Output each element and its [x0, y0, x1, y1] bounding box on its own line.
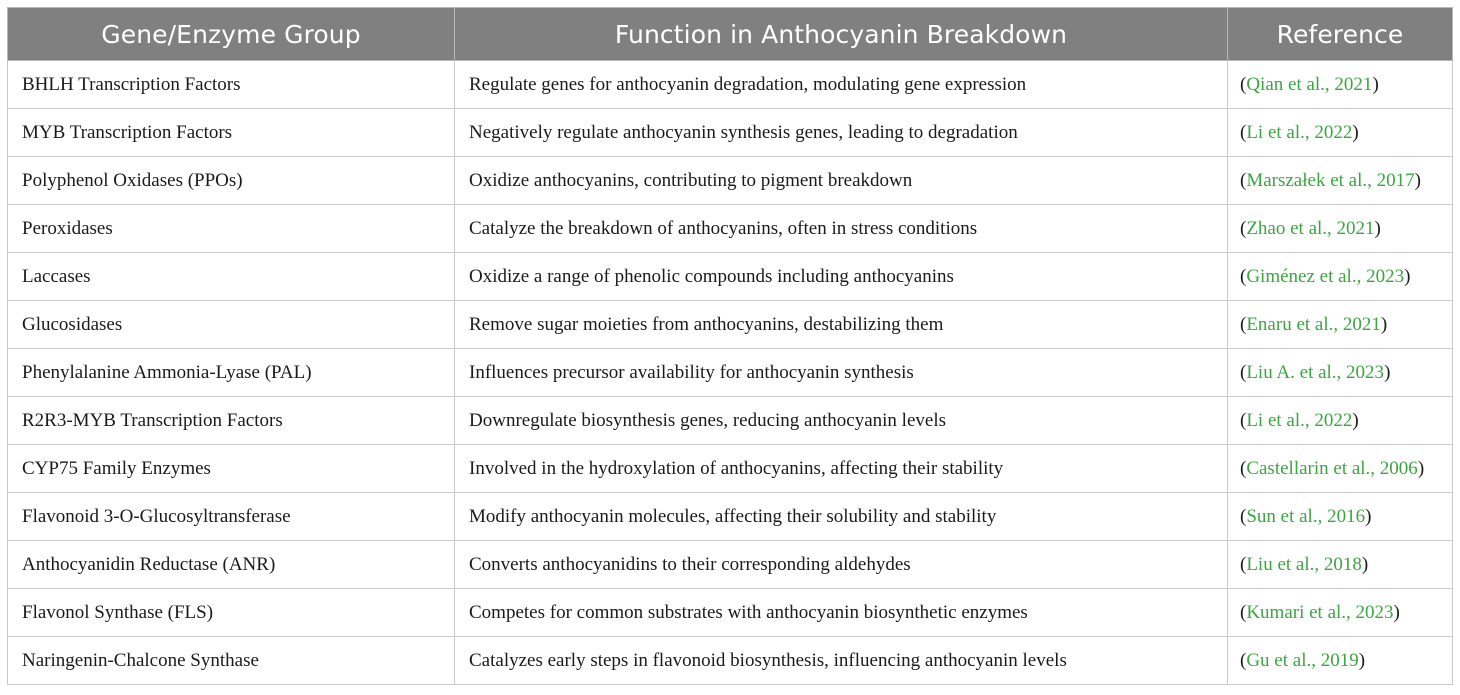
paren-close: ) [1374, 217, 1381, 239]
reference-cell [1228, 493, 1453, 541]
table-row [8, 637, 1453, 685]
paren-close: ) [1372, 73, 1379, 95]
reference-link[interactable]: Marszałek et al., 2017 [1246, 169, 1415, 191]
reference-cell [1228, 205, 1453, 253]
paren-open: ( [1240, 505, 1247, 527]
paren-close: ) [1380, 313, 1388, 335]
gene-group-cell: Peroxidases [8, 205, 455, 253]
paren-open: ( [1240, 553, 1247, 575]
reference-cell [1228, 541, 1453, 589]
function-cell: Catalyze the breakdown of anthocyanins, often in stress conditions [455, 205, 1228, 253]
header-row [8, 8, 1453, 61]
reference-link[interactable]: Liu et al., 2018 [1246, 553, 1362, 575]
table-header [8, 8, 1453, 61]
function-cell: Remove sugar moieties from anthocyanins, destabilizing them [455, 301, 1228, 349]
paren-close: ) [1352, 409, 1359, 431]
table-row [8, 205, 1453, 253]
paren-open: ( [1240, 313, 1247, 335]
reference-link[interactable]: Li et al., 2022 [1246, 121, 1353, 143]
reference-cell [1228, 397, 1453, 445]
paren-open: ( [1240, 265, 1247, 287]
paren-close: ) [1393, 601, 1400, 623]
gene-group-cell: Polyphenol Oxidases (PPOs) [8, 157, 455, 205]
paren-open: ( [1240, 121, 1247, 143]
reference-link[interactable]: Giménez et al., 2023 [1246, 265, 1405, 287]
gene-group-cell: Flavonol Synthase (FLS) [8, 589, 455, 637]
gene-group-cell: Glucosidases [8, 301, 455, 349]
table-row [8, 493, 1453, 541]
paren-open: ( [1240, 409, 1247, 431]
reference-link[interactable]: Zhao et al., 2021 [1246, 217, 1375, 239]
reference-cell [1228, 61, 1453, 109]
reference-link[interactable]: Liu A. et al., 2023 [1246, 361, 1385, 383]
paren-close: ) [1414, 169, 1421, 191]
gene-group-cell: Phenylalanine Ammonia-Lyase (PAL) [8, 349, 455, 397]
reference-cell [1228, 253, 1453, 301]
reference-cell [1228, 637, 1453, 685]
reference-link[interactable]: Castellarin et al., 2006 [1246, 457, 1418, 479]
paren-close: ) [1384, 361, 1391, 383]
gene-group-cell: MYB Transcription Factors [8, 109, 455, 157]
table-row [8, 589, 1453, 637]
paren-open: ( [1240, 649, 1247, 671]
function-cell: Converts anthocyanidins to their corresponding aldehydes [455, 541, 1228, 589]
reference-cell [1228, 445, 1453, 493]
gene-enzyme-table [7, 7, 1453, 685]
table-row [8, 157, 1453, 205]
function-cell: Modify anthocyanin molecules, affecting their solubility and stability [455, 493, 1228, 541]
table-row [8, 445, 1453, 493]
function-cell: Regulate genes for anthocyanin degradation, modulating gene expression [455, 61, 1228, 109]
paren-close: ) [1352, 121, 1359, 143]
table-row [8, 61, 1453, 109]
gene-group-cell: BHLH Transcription Factors [8, 61, 455, 109]
function-cell: Influences precursor availability for anthocyanin synthesis [455, 349, 1228, 397]
table-row [8, 349, 1453, 397]
paren-close: ) [1404, 265, 1411, 287]
function-cell: Downregulate biosynthesis genes, reducing anthocyanin levels [455, 397, 1228, 445]
reference-cell [1228, 349, 1453, 397]
header-function: Function in Anthocyanin Breakdown [455, 8, 1228, 61]
function-cell: Involved in the hydroxylation of anthocyanins, affecting their stability [455, 445, 1228, 493]
reference-link[interactable]: Sun et al., 2016 [1246, 505, 1366, 527]
function-cell: Oxidize a range of phenolic compounds including anthocyanins [455, 253, 1228, 301]
paren-open: ( [1240, 217, 1247, 239]
reference-cell [1228, 109, 1453, 157]
gene-group-cell: Anthocyanidin Reductase (ANR) [8, 541, 455, 589]
table-row [8, 541, 1453, 589]
function-cell: Competes for common substrates with anthocyanin biosynthetic enzymes [455, 589, 1228, 637]
paren-close: ) [1365, 505, 1372, 527]
table-row [8, 109, 1453, 157]
function-cell: Catalyzes early steps in flavonoid biosynthesis, influencing anthocyanin levels [455, 637, 1228, 685]
header-gene-group: Gene/Enzyme Group [8, 8, 455, 61]
gene-group-cell: R2R3-MYB Transcription Factors [8, 397, 455, 445]
reference-link[interactable]: Enaru et al., 2021 [1246, 313, 1381, 335]
paren-open: ( [1240, 361, 1247, 383]
gene-group-cell: CYP75 Family Enzymes [8, 445, 455, 493]
paren-open: ( [1240, 169, 1247, 191]
header-reference: Reference [1228, 8, 1453, 61]
reference-link[interactable]: Gu et al., 2019 [1246, 649, 1359, 671]
gene-group-cell: Flavonoid 3-O-Glucosyltransferase [8, 493, 455, 541]
paren-close: ) [1358, 649, 1366, 671]
table-row [8, 253, 1453, 301]
gene-group-cell: Naringenin-Chalcone Synthase [8, 637, 455, 685]
function-cell: Oxidize anthocyanins, contributing to pigment breakdown [455, 157, 1228, 205]
reference-cell [1228, 589, 1453, 637]
function-cell: Negatively regulate anthocyanin synthesis genes, leading to degradation [455, 109, 1228, 157]
table-row [8, 301, 1453, 349]
paren-close: ) [1361, 553, 1369, 575]
reference-cell [1228, 157, 1453, 205]
paren-open: ( [1240, 73, 1247, 95]
reference-link[interactable]: Qian et al., 2021 [1246, 73, 1373, 95]
paren-open: ( [1240, 457, 1247, 479]
table-row [8, 397, 1453, 445]
paren-close: ) [1417, 457, 1425, 479]
gene-group-cell: Laccases [8, 253, 455, 301]
table-body [8, 61, 1453, 685]
paren-open: ( [1240, 601, 1247, 623]
reference-link[interactable]: Kumari et al., 2023 [1246, 601, 1394, 623]
reference-cell [1228, 301, 1453, 349]
reference-link[interactable]: Li et al., 2022 [1246, 409, 1353, 431]
